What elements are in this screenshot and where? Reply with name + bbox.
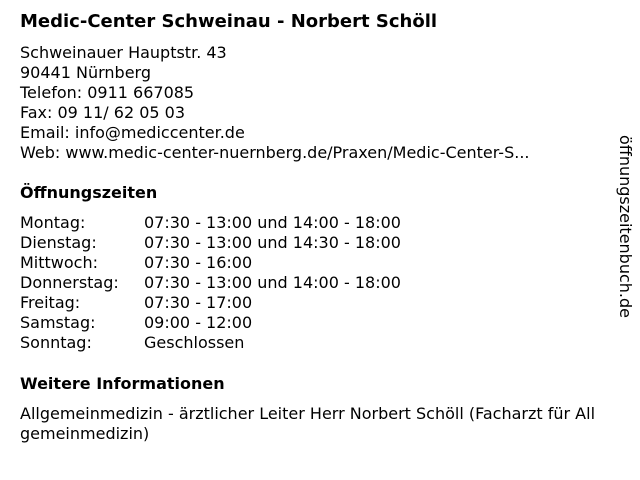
opening-hours-table	[20, 213, 401, 353]
hours-day-label: Mittwoch:	[20, 253, 98, 272]
hours-row-friday	[20, 293, 401, 313]
hours-time-value: 07:30 - 13:00 und 14:00 - 18:00	[144, 213, 401, 232]
hours-row-thursday	[20, 273, 401, 293]
fax-number: Fax: 09 11/ 62 05 03	[20, 103, 186, 122]
hours-time-value: 07:30 - 13:00 und 14:30 - 18:00	[144, 233, 401, 252]
address-street: Schweinauer Hauptstr. 43	[20, 43, 227, 62]
hours-time-value: 07:30 - 17:00	[144, 293, 253, 312]
hours-day-label: Donnerstag:	[20, 273, 119, 292]
hours-time-value: 09:00 - 12:00	[144, 313, 253, 332]
hours-row-wednesday	[20, 253, 401, 273]
hours-day-label: Montag:	[20, 213, 86, 232]
phone-number: Telefon: 0911 667085	[20, 83, 195, 102]
hours-time-value: 07:30 - 16:00	[144, 253, 253, 272]
more-info-text: Allgemeinmedizin - ärztlicher Leiter Herr Norbert Schöll (Facharzt für Allgemeinmedizin)	[20, 404, 596, 443]
business-name: Medic-Center Schweinau - Norbert Schöll	[20, 11, 438, 32]
hours-time-value: 07:30 - 13:00 und 14:00 - 18:00	[144, 273, 401, 292]
opening-hours-heading: Öffnungszeiten	[20, 183, 158, 202]
hours-day-label: Samstag:	[20, 313, 96, 332]
watermark-text: öffnungszeitenbuch.de	[616, 135, 635, 318]
email-address: Email: info@mediccenter.de	[20, 123, 245, 142]
hours-row-tuesday	[20, 233, 401, 253]
hours-time-value: Geschlossen	[144, 333, 245, 352]
website-url: Web: www.medic-center-nuernberg.de/Praxen/Medic-Center-S...	[20, 143, 530, 162]
hours-row-saturday	[20, 313, 401, 333]
hours-day-label: Sonntag:	[20, 333, 92, 352]
hours-row-monday	[20, 213, 401, 233]
hours-day-label: Freitag:	[20, 293, 81, 312]
contact-block	[20, 43, 530, 163]
hours-row-sunday	[20, 333, 401, 353]
more-info-heading: Weitere Informationen	[20, 374, 225, 393]
hours-day-label: Dienstag:	[20, 233, 97, 252]
address-city: 90441 Nürnberg	[20, 63, 151, 82]
